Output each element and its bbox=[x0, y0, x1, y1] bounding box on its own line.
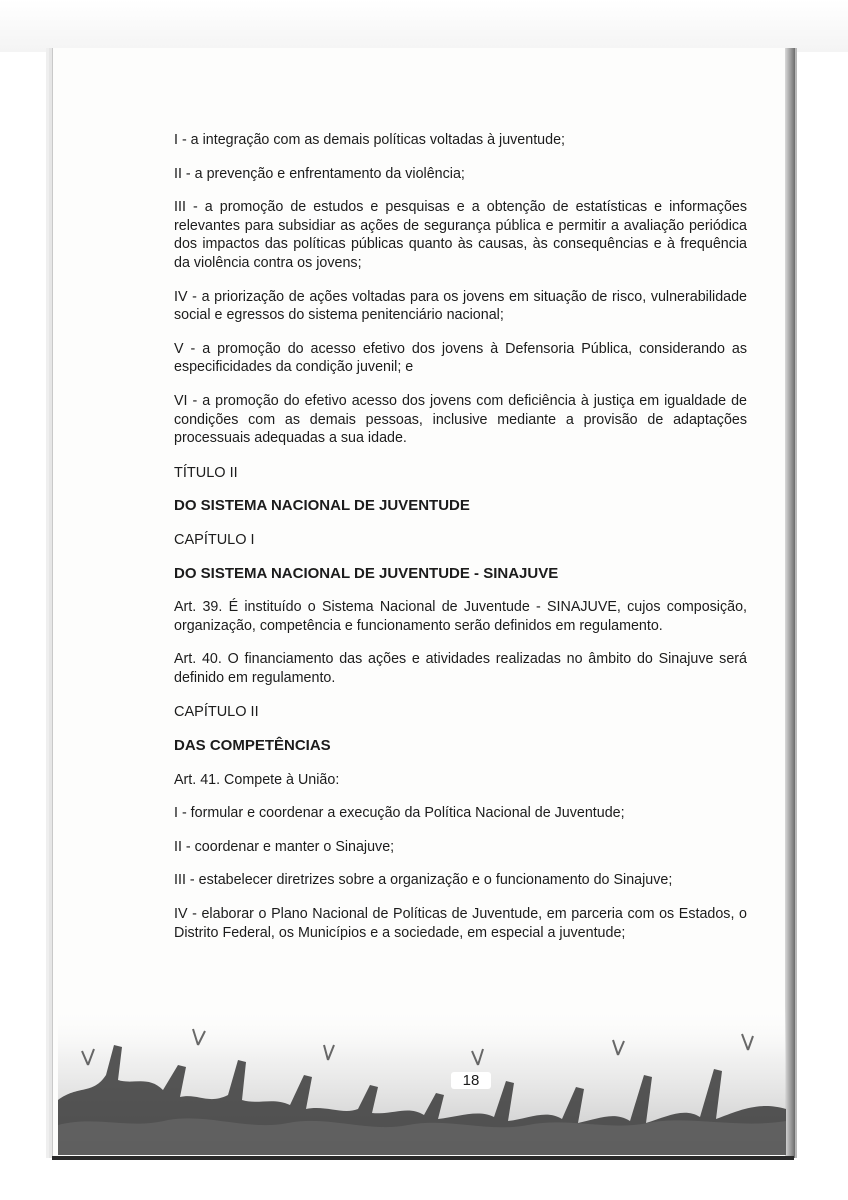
chapter-subheading-2: DAS COMPETÊNCIAS bbox=[174, 737, 331, 755]
paragraph-item-iii: III - a promoção de estudos e pesquisas e a obtenção de estatísticas e informações relevantes para subsidiar as ações de segurança pública e permitir a avaliação periódica dos impactos das políticas públicas quanto às causas, às consequências e à frequência da violência contra os jovens; bbox=[174, 199, 747, 271]
title-heading: TÍTULO II bbox=[174, 464, 238, 481]
chapter-heading-1: CAPÍTULO I bbox=[174, 531, 255, 548]
article-41-item-i: I - formular e coordenar a execução da Política Nacional de Juventude; bbox=[174, 805, 625, 822]
article-41: Art. 41. Compete à União: bbox=[174, 771, 340, 788]
title-subheading: DO SISTEMA NACIONAL DE JUVENTUDE bbox=[174, 497, 470, 515]
article-41-item-iii: III - estabelecer diretrizes sobre a organização e o funcionamento do Sinajuve; bbox=[174, 872, 673, 889]
article-41-item-iv: IV - elaborar o Plano Nacional de Políticas de Juventude, em parceria com os Estados, o Distrito Federal, os Municípios e a sociedade, em especial a juventude; bbox=[174, 906, 747, 941]
scan-top-margin bbox=[0, 0, 848, 52]
page-body bbox=[174, 131, 747, 957]
paragraph-item-ii: II - a prevenção e enfrentamento da violência; bbox=[174, 165, 465, 182]
page-number: 18 bbox=[451, 1072, 491, 1089]
crowd-illustration bbox=[58, 1005, 786, 1155]
paragraph-item-v: V - a promoção do acesso efetivo dos jovens à Defensoria Pública, considerando as especificidades da condição juvenil; e bbox=[174, 340, 747, 376]
article-39: Art. 39. É instituído o Sistema Nacional de Juventude - SINAJUVE, cujos composição, organização, competência e funcionamento serão definidos em regulamento. bbox=[174, 599, 747, 634]
paragraph-item-iv: IV - a priorização de ações voltadas para os jovens em situação de risco, vulnerabilidade social e egressos do sistema penitenciário nacional; bbox=[174, 288, 747, 324]
chapter-subheading-1: DO SISTEMA NACIONAL DE JUVENTUDE - SINAJUVE bbox=[174, 564, 559, 582]
chapter-heading-2: CAPÍTULO II bbox=[174, 704, 259, 721]
paragraph-item-vi: VI - a promoção do efetivo acesso dos jovens com deficiência à justiça em igualdade de condições com as demais pessoas, inclusive mediante a provisão de adaptações processuais adequadas a sua idade. bbox=[174, 392, 747, 447]
page-bottom-edge bbox=[52, 1156, 794, 1160]
page-edge-shadow bbox=[785, 48, 795, 1158]
paragraph-item-i: I - a integração com as demais políticas voltadas à juventude; bbox=[174, 132, 565, 148]
article-40: Art. 40. O financiamento das ações e atividades realizadas no âmbito do Sinajuve será definido em regulamento. bbox=[174, 651, 747, 686]
article-41-item-ii: II - coordenar e manter o Sinajuve; bbox=[174, 838, 395, 855]
